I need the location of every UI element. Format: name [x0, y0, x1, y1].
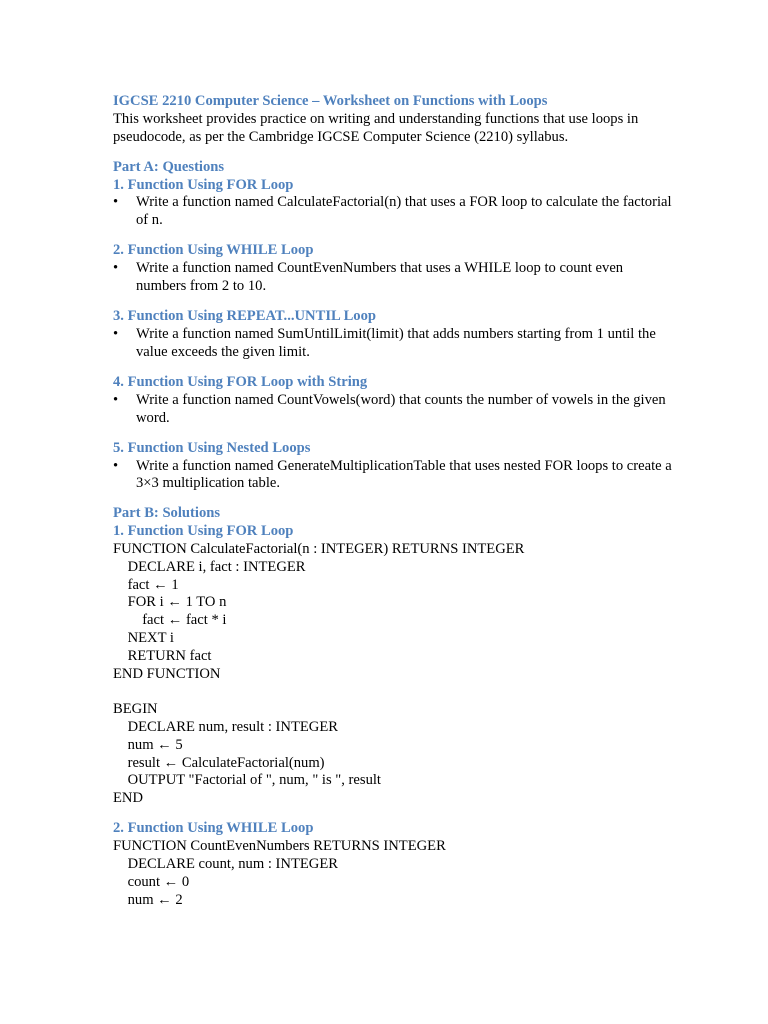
code-line: BEGIN — [113, 701, 158, 718]
code-line: FUNCTION CalculateFactorial(n : INTEGER) RETURNS INTEGER — [113, 541, 525, 558]
question-text: Write a function named CountEvenNumbers that uses a WHILE loop to count even numbers from 2 to 10. — [136, 260, 624, 294]
code-line: fact ← 1 — [113, 576, 179, 593]
code-line: NEXT i — [113, 630, 174, 647]
bullet-icon: • — [113, 391, 119, 408]
worksheet-page — [113, 93, 673, 909]
code-line: result ← CalculateFactorial(num) — [113, 754, 325, 771]
code-line: DECLARE num, result : INTEGER — [113, 719, 338, 736]
question-3 — [113, 308, 673, 361]
solution-2-function-code — [113, 838, 673, 909]
question-text: Write a function named SumUntilLimit(limit) that adds numbers starting from 1 until the value exceeds the given limit. — [136, 325, 656, 360]
code-line: count ← 0 — [113, 873, 190, 890]
question-4 — [113, 374, 673, 427]
bullet-icon: • — [113, 260, 119, 277]
code-line: OUTPUT "Factorial of ", num, " is ", result — [113, 772, 381, 789]
question-bullet — [113, 260, 673, 296]
question-heading: 1. Function Using FOR Loop — [113, 176, 294, 193]
solution-1-heading: 1. Function Using FOR Loop — [113, 523, 294, 540]
question-heading: 4. Function Using FOR Loop with String — [113, 373, 368, 390]
code-line: num ← 5 — [113, 736, 183, 753]
code-line: END FUNCTION — [113, 665, 221, 682]
question-bullet — [113, 194, 673, 230]
question-5 — [113, 440, 673, 493]
code-line: RETURN fact — [113, 647, 212, 664]
code-line: END — [113, 790, 143, 807]
question-text: Write a function named CalculateFactorial(n) that uses a FOR loop to calculate the factorial of n. — [136, 194, 672, 229]
part-a-heading: Part A: Questions — [113, 158, 225, 175]
code-line: FUNCTION CountEvenNumbers RETURNS INTEGER — [113, 838, 446, 855]
solution-2-heading: 2. Function Using WHILE Loop — [113, 820, 314, 837]
bullet-icon: • — [113, 194, 119, 211]
question-bullet — [113, 326, 673, 362]
code-line: num ← 2 — [113, 891, 183, 908]
question-heading: 3. Function Using REPEAT...UNTIL Loop — [113, 308, 377, 325]
part-b-heading: Part B: Solutions — [113, 505, 221, 522]
question-heading: 5. Function Using Nested Loops — [113, 439, 311, 456]
code-line: fact ← fact * i — [113, 612, 227, 629]
code-line: FOR i ← 1 TO n — [113, 594, 227, 611]
solution-1-main-code — [113, 701, 673, 808]
question-heading: 2. Function Using WHILE Loop — [113, 242, 314, 259]
question-bullet — [113, 392, 673, 428]
question-bullet — [113, 458, 673, 494]
question-text: Write a function named CountVowels(word) that counts the number of vowels in the given word. — [136, 391, 666, 426]
question-text: Write a function named GenerateMultiplicationTable that uses nested FOR loops to create a 3×3 multiplication table. — [136, 457, 672, 492]
code-line: DECLARE count, num : INTEGER — [113, 856, 338, 873]
intro-paragraph: This worksheet provides practice on writing and understanding functions that use loops in pseudocode, as per the Cambridge IGCSE Computer Science (2210) syllabus. — [113, 110, 639, 145]
question-1 — [113, 177, 673, 230]
bullet-icon: • — [113, 325, 119, 342]
bullet-icon: • — [113, 457, 119, 474]
page-title: IGCSE 2210 Computer Science – Worksheet on Functions with Loops — [113, 93, 548, 109]
code-line: DECLARE i, fact : INTEGER — [113, 558, 306, 575]
solution-1-function-code — [113, 541, 673, 683]
question-2 — [113, 242, 673, 295]
